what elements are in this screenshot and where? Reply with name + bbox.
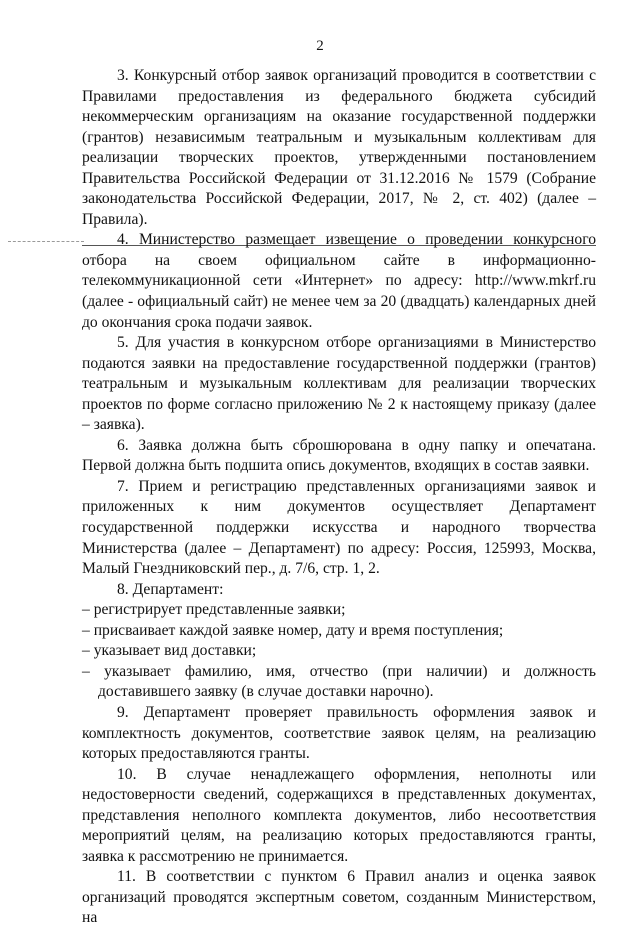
document-body xyxy=(82,66,596,929)
paragraph-8: 8. Департамент: xyxy=(117,580,224,598)
paragraph-3: 3. Конкурсный отбор заявок организаций проводится в соответствии с Правилами предоставления из федерального бюджета субсидий некоммерческим организациям на оказание государственной поддержки (грантов) независимым театральным и музыкальным коллективам для реализации творческих проектов, утвержденными постановлением Правительства Российской Федерации от 31.12.2016 № 1579 (Собрание законодательства Российской Федерации, 2017, № 2, ст. 402) (далее – Правила). xyxy=(82,67,596,228)
list-item-register: – регистрирует представленные заявки; xyxy=(82,601,346,619)
paragraph-6: 6. Заявка должна быть сброшюрована в одну папку и опечатана. Первой должна быть подшита опись документов, входящих в состав заявки. xyxy=(82,436,596,475)
paragraph-7: 7. Прием и регистрацию представленных организациями заявок и приложенных к ним документов осуществляет Департамент государственной поддержки искусства и народного творчества Министерства (далее – Департамент) по адресу: Россия, 125993, Москва, Малый Гнездниковский пер., д. 7/6, стр. 1, 2. xyxy=(82,477,596,578)
paragraph-11: 11. В соответствии с пунктом 6 Правил анализ и оценка заявок организаций проводятся экспертным советом, созданным Министерством, на xyxy=(82,868,596,927)
list-item-assign-number: – присваивает каждой заявке номер, дату и время поступления; xyxy=(82,621,504,639)
paragraph-10: 10. В случае ненадлежащего оформления, неполноты или недостоверности сведений, содержащихся в представленных документах, представления неполного комплекта документов, либо несоответствия мероприятий целям, на реализацию которых предоставляются гранты, заявка к рассмотрению не принимается. xyxy=(82,765,596,865)
paragraph-5: 5. Для участия в конкурсном отборе организациями в Министерство подаются заявки на предоставление государственной поддержки (грантов) театральным и музыкальным коллективам для реализации творческих проектов по форме согласно приложению № 2 к настоящему приказу (далее – заявка). xyxy=(82,334,596,434)
page-number: 2 xyxy=(316,38,324,54)
list-item-courier-name: – указывает фамилию, имя, отчество (при наличии) и должность доставившего заявку (в случае доставки нарочно). xyxy=(82,662,596,701)
paragraph-9: 9. Департамент проверяет правильность оформления заявок и комплектность документов, соответствие заявок целям, на реализацию которых предоставляются гранты. xyxy=(82,703,596,763)
list-item-delivery-type: – указывает вид доставки; xyxy=(82,642,257,660)
scan-artifact-line xyxy=(8,241,84,242)
paragraph-4: 4. Министерство размещает извещение о проведении конкурсного отбора на своем официальном сайте в информационно-телекоммуникационной сети «Интернет» по адресу: http://www.mkrf.ru (далее - официальный сайт) не менее чем за 20 (двадцать) календарных дней до окончания срока подачи заявок. xyxy=(82,231,596,331)
